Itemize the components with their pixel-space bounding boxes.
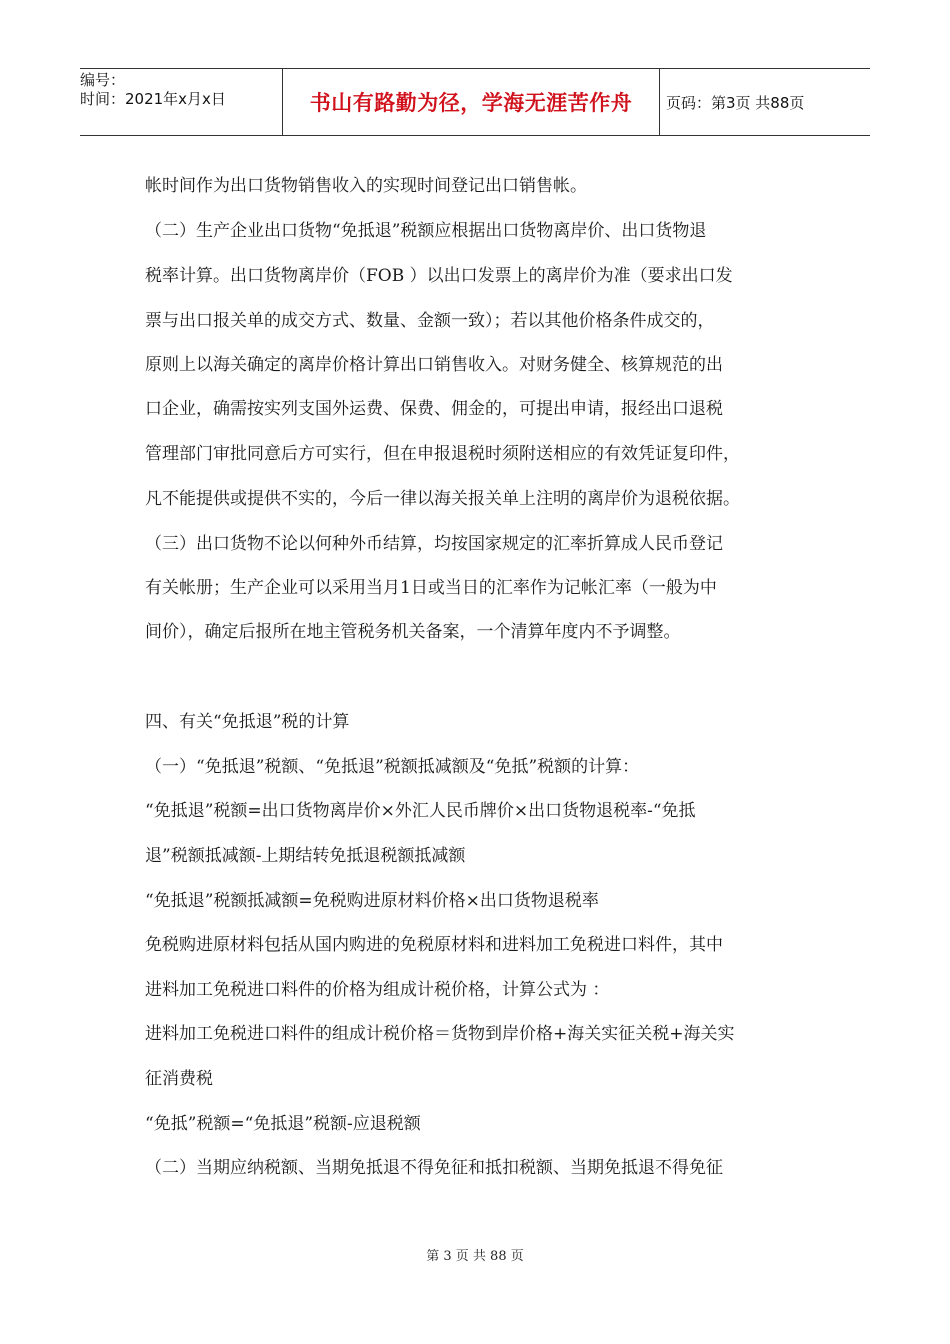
body-line: 税率计算。出口货物离岸价（FOB ）以出口发票上的离岸价为准（要求出口发 (145, 266, 733, 286)
body-line: 口企业，确需按实列支国外运费、保费、佣金的，可提出申请，报经出口退税 (145, 399, 723, 419)
body-line: 原则上以海关确定的离岸价格计算出口销售收入。对财务健全、核算规范的出 (145, 355, 723, 375)
header-motto: 书山有路勤为径，学海无涯苦作舟 (282, 69, 660, 135)
body-line: 管理部门审批同意后方可实行，但在申报退税时须附送相应的有效凭证复印件， (145, 444, 740, 464)
body-line: （三）出口货物不论以何种外币结算，均按国家规定的汇率折算成人民币登记 (145, 534, 723, 554)
body-line: 间价），确定后报所在地主管税务机关备案，一个清算年度内不予调整。 (145, 622, 681, 642)
body-line: （一）“免抵退”税额、“免抵退”税额抵减额及“免抵”税额的计算： (145, 757, 640, 777)
formula-line: “免抵退”税额=出口货物离岸价×外汇人民币牌价×出口货物退税率-“免抵 (145, 801, 696, 821)
formula-line: 退”税额抵减额-上期结转免抵退税额抵减额 (145, 846, 466, 866)
formula-line: “免抵退”税额抵减额=免税购进原材料价格×出口货物退税率 (145, 891, 599, 911)
page-header (80, 68, 870, 136)
formula-line: “免抵”税额=“免抵退”税额-应退税额 (145, 1114, 421, 1134)
formula-line: 征消费税 (145, 1069, 213, 1089)
body-line: （二）生产企业出口货物“免抵退”税额应根据出口货物离岸价、出口货物退 (145, 221, 707, 241)
formula-line: 进料加工免税进口料件的组成计税价格＝货物到岸价格+海关实征关税+海关实 (145, 1024, 735, 1044)
section-heading: 四、有关“免抵退”税的计算 (145, 712, 350, 732)
body-line: 票与出口报关单的成交方式、数量、金额一致）；若以其他价格条件成交的， (145, 311, 715, 331)
page-footer: 第 3 页 共 88 页 (426, 1249, 524, 1264)
document-number-label: 编号： (80, 71, 126, 89)
body-line: 凡不能提供或提供不实的，今后一律以海关报关单上注明的离岸价为退税依据。 (145, 489, 740, 509)
document-date: 时间：2021年x月x日 (80, 90, 226, 108)
header-meta (80, 69, 282, 135)
body-line: 免税购进原材料包括从国内购进的免税原材料和进料加工免税进口料件，其中 (145, 935, 723, 955)
body-line: （二）当期应纳税额、当期免抵退不得免征和抵扣税额、当期免抵退不得免征 (145, 1158, 723, 1178)
header-page-info: 页码：第3页 共88页 (666, 93, 805, 112)
body-line: 进料加工免税进口料件的价格为组成计税价格，计算公式为 ： (145, 980, 610, 1000)
body-line: 有关帐册；生产企业可以采用当月1日或当日的汇率作为记帐汇率（一般为中 (145, 578, 717, 598)
body-line: 帐时间作为出口货物销售收入的实现时间登记出口销售帐。 (145, 176, 587, 196)
